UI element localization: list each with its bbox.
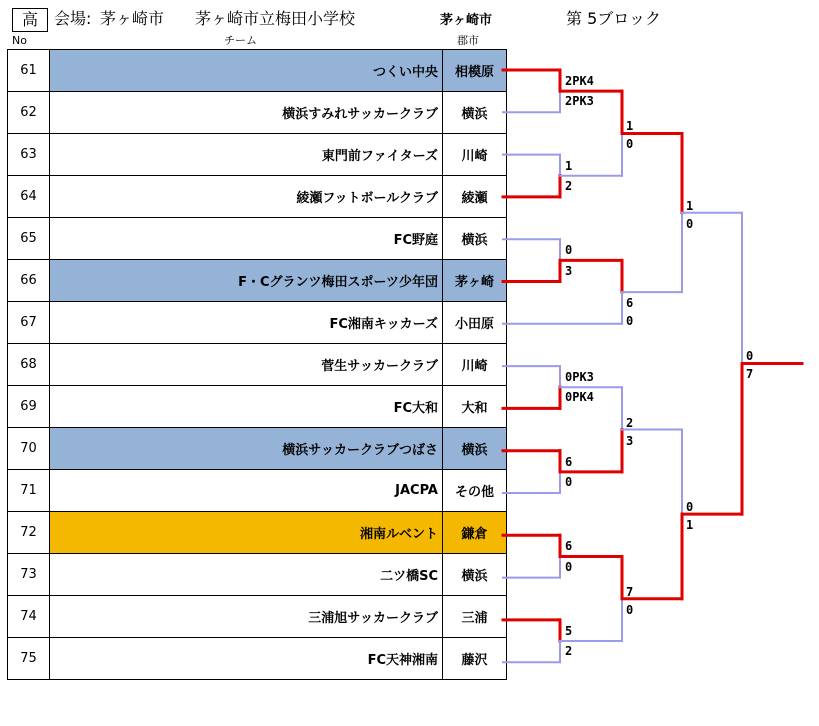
team-number-cell: 71	[8, 470, 50, 512]
team-name-cell: JACPA	[50, 470, 443, 512]
team-name-cell: FC野庭	[50, 218, 443, 260]
team-number-cell: 67	[8, 302, 50, 344]
venue-label: 会場:	[54, 9, 92, 28]
match-score: 2PK4	[565, 74, 594, 88]
team-city-cell: その他	[443, 470, 507, 512]
team-city-cell: 大和	[443, 386, 507, 428]
team-number-cell: 64	[8, 176, 50, 218]
team-city-cell: 藤沢	[443, 638, 507, 680]
team-number-cell: 68	[8, 344, 50, 386]
team-name-cell: F・Cグランツ梅田スポーツ少年団	[50, 260, 443, 302]
team-city-cell: 相模原	[443, 50, 507, 92]
match-score: 1	[686, 518, 694, 533]
team-city-cell: 横浜	[443, 92, 507, 134]
match-score: 0	[626, 602, 634, 617]
match-score: 5	[565, 623, 573, 638]
column-header-city: 郡市	[457, 34, 479, 47]
match-score: 7	[626, 584, 634, 599]
team-name-cell: FC天神湘南	[50, 638, 443, 680]
match-score: 6	[626, 296, 634, 311]
match-score: 0	[686, 500, 694, 515]
team-name-cell: 二ツ橋SC	[50, 554, 443, 596]
team-name-cell: 横浜すみれサッカークラブ	[50, 92, 443, 134]
team-name-cell: FC大和	[50, 386, 443, 428]
team-city-cell: 川崎	[443, 134, 507, 176]
team-name-cell: 綾瀬フットボールクラブ	[50, 176, 443, 218]
team-city-cell: 横浜	[443, 554, 507, 596]
match-score: 0	[565, 559, 573, 574]
match-score: 2PK3	[565, 94, 594, 109]
team-name-cell: 三浦旭サッカークラブ	[50, 596, 443, 638]
column-header-team: チーム	[224, 34, 257, 47]
match-score: 3	[626, 433, 634, 448]
team-city-cell: 小田原	[443, 302, 507, 344]
team-name-cell: FC湘南キッカーズ	[50, 302, 443, 344]
team-number-cell: 75	[8, 638, 50, 680]
match-score: 3	[565, 263, 573, 278]
match-score: 0	[746, 349, 754, 364]
team-name-cell: つくい中央	[50, 50, 443, 92]
team-number-cell: 61	[8, 50, 50, 92]
match-score: 2	[565, 178, 573, 193]
grade-badge: 高	[12, 8, 48, 32]
match-score: 2	[565, 644, 573, 659]
team-city-cell: 鎌倉	[443, 512, 507, 554]
venue-school: 茅ヶ崎市立梅田小学校	[195, 9, 356, 28]
column-header-no: No	[12, 34, 27, 47]
venue-city: 茅ヶ崎市	[100, 9, 165, 28]
team-name-cell: 横浜サッカークラブつばさ	[50, 428, 443, 470]
team-name-cell: 東門前ファイターズ	[50, 134, 443, 176]
match-score: 0	[626, 314, 634, 329]
bracket-lines	[503, 70, 802, 662]
team-city-cell: 横浜	[443, 428, 507, 470]
team-number-cell: 69	[8, 386, 50, 428]
district-label: 茅ヶ崎市	[440, 13, 493, 28]
team-number-cell: 72	[8, 512, 50, 554]
match-score: 0	[565, 475, 573, 489]
match-score: 6	[565, 454, 573, 469]
match-score: 2	[626, 415, 634, 430]
team-number-cell: 74	[8, 596, 50, 638]
team-number-cell: 70	[8, 428, 50, 470]
match-score: 6	[565, 539, 573, 554]
team-city-cell: 綾瀬	[443, 176, 507, 218]
match-score: 0	[686, 216, 694, 231]
match-score: 0	[626, 137, 634, 152]
team-number-cell: 66	[8, 260, 50, 302]
team-number-cell: 73	[8, 554, 50, 596]
match-score: 1	[626, 119, 634, 134]
team-name-cell: 菅生サッカークラブ	[50, 344, 443, 386]
team-number-cell: 65	[8, 218, 50, 260]
team-number-cell: 63	[8, 134, 50, 176]
team-city-cell: 横浜	[443, 218, 507, 260]
match-score: 0PK4	[565, 390, 594, 405]
match-score: 0	[565, 243, 573, 258]
team-number-cell: 62	[8, 92, 50, 134]
match-score: 1	[686, 198, 694, 213]
match-score: 7	[746, 367, 754, 382]
match-score: 0PK3	[565, 370, 594, 385]
team-name-cell: 湘南ルベント	[50, 512, 443, 554]
block-title: 第 5ブロック	[566, 9, 661, 28]
team-city-cell: 茅ヶ崎	[443, 260, 507, 302]
team-city-cell: 川崎	[443, 344, 507, 386]
match-score: 1	[565, 158, 573, 173]
team-city-cell: 三浦	[443, 596, 507, 638]
